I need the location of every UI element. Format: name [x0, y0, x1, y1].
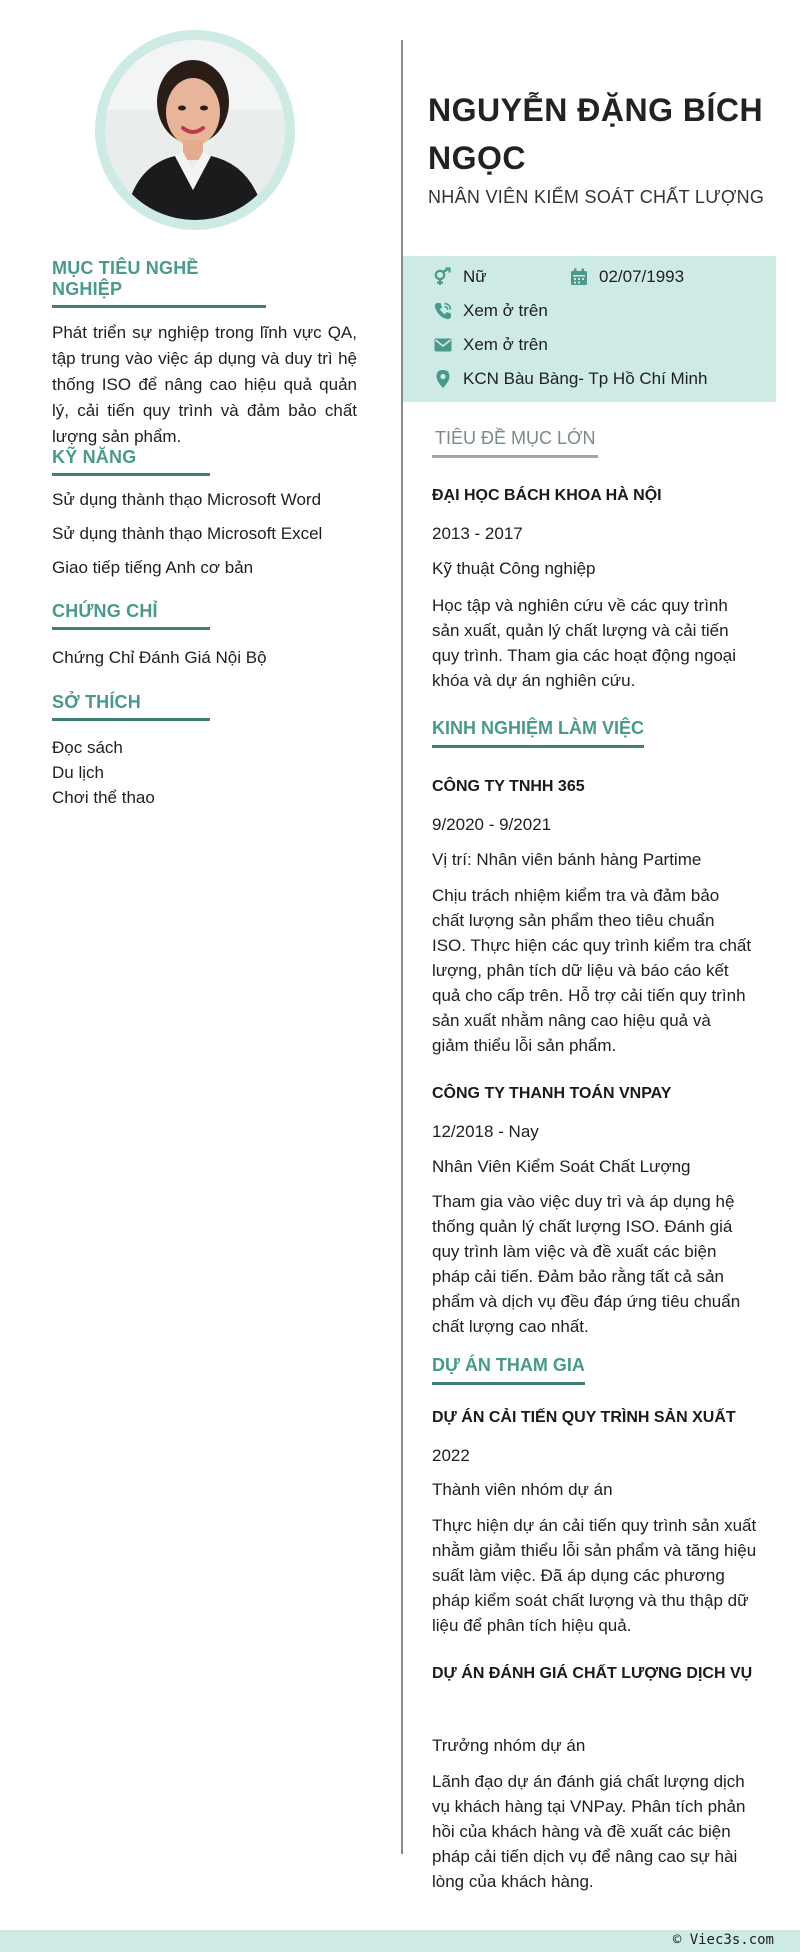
job-company: CÔNG TY THANH TOÁN VNPAY	[432, 1085, 672, 1102]
job-position: Vị trí: Nhân viên bánh hàng Partime	[432, 850, 702, 869]
projects-heading: DỰ ÁN THAM GIA	[432, 1355, 585, 1385]
project-role: Thành viên nhóm dự án	[432, 1480, 613, 1499]
calendar-icon	[569, 267, 589, 287]
hobbies-heading: SỞ THÍCH	[52, 692, 210, 721]
education-major: Kỹ thuật Công nghiệp	[432, 559, 596, 578]
hobby-item: Đọc sách	[52, 738, 123, 757]
project-description: Lãnh đạo dự án đánh giá chất lượng dịch vụ khách hàng tại VNPay. Phân tích phản hồi của khách hàng và đề xuất các biện pháp cải tiến dịch vụ để nâng cao sự hài lòng của khách hàng.	[432, 1772, 746, 1891]
project-role: Trưởng nhóm dự án	[432, 1736, 586, 1755]
contact-email	[433, 335, 548, 355]
skill-item: Giao tiếp tiếng Anh cơ bản	[52, 558, 254, 577]
footer-credit[interactable]: © Viec3s.com	[672, 1932, 774, 1948]
email-icon	[433, 335, 453, 355]
phone-icon	[433, 301, 453, 321]
contact-panel	[403, 256, 776, 402]
hobby-item: Chơi thể thao	[52, 788, 155, 807]
job-period: 12/2018 - Nay	[432, 1122, 539, 1141]
avatar-photo	[105, 40, 285, 220]
education-description: Học tập và nghiên cứu về các quy trình sản xuất, quản lý chất lượng và cải tiến quy trình. Tham gia các hoạt động ngoại khóa và dự án nghiên cứu.	[432, 596, 736, 690]
certificates-heading: CHỨNG CHỈ	[52, 601, 210, 630]
job-period: 9/2020 - 9/2021	[432, 815, 552, 834]
phone-value[interactable]: Xem ở trên	[463, 301, 548, 320]
avatar-ring	[95, 30, 295, 230]
skill-item: Sử dụng thành thạo Microsoft Excel	[52, 524, 323, 543]
objective-heading: MỤC TIÊU NGHỀ NGHIỆP	[52, 258, 266, 308]
hobbies-section	[52, 692, 357, 810]
address-value: KCN Bàu Bàng- Tp Hồ Chí Minh	[463, 369, 708, 388]
skills-heading: KỸ NĂNG	[52, 447, 210, 476]
job-company: CÔNG TY TNHH 365	[432, 778, 585, 795]
certificates-section	[52, 601, 357, 668]
contact-gender	[433, 267, 487, 287]
gender-icon	[433, 267, 453, 287]
experience-section	[432, 718, 762, 1336]
skill-item: Sử dụng thành thạo Microsoft Word	[52, 490, 322, 509]
objective-text: Phát triển sự nghiệp trong lĩnh vực QA, tập trung vào việc áp dụng và duy trì hệ thống ISO để nâng cao hiệu quả quản lý, cải tiến quy trình và đảm bảo chất lượng sản phẩm.	[52, 323, 357, 446]
job-description: Tham gia vào việc duy trì và áp dụng hệ thống quản lý chất lượng ISO. Đánh giá quy trình làm việc và đề xuất các biện pháp cải tiến. Đảm bảo rằng tất cả sản phẩm và dịch vụ đều đáp ứng tiêu chuẩn chất lượng cao nhất.	[432, 1192, 741, 1336]
contact-address	[433, 369, 707, 389]
footer-bar	[0, 1930, 800, 1952]
skills-section	[52, 447, 357, 578]
education-period: 2013 - 2017	[432, 524, 523, 543]
contact-birthday	[569, 267, 684, 287]
education-heading: TIÊU ĐỀ MỤC LỚN	[432, 428, 598, 458]
job-title: NHÂN VIÊN KIỂM SOÁT CHẤT LƯỢNG	[428, 187, 765, 207]
certificate-item: Chứng Chỉ Đánh Giá Nội Bộ	[52, 648, 267, 667]
contact-phone	[433, 301, 548, 321]
job-description: Chịu trách nhiệm kiểm tra và đảm bảo chất lượng sản phẩm theo tiêu chuẩn ISO. Thực hiện các quy trình kiểm tra chất lượng, phân tích dữ liệu và báo cáo kết quả cho cấp trên. Hỗ trợ cải tiến quy trình sản xuất nhằm nâng cao hiệu quả và giảm thiểu lỗi sản phẩm.	[432, 886, 752, 1055]
gender-value: Nữ	[463, 267, 487, 286]
project-name: DỰ ÁN CẢI TIẾN QUY TRÌNH SẢN XUẤT	[432, 1409, 736, 1426]
projects-section	[432, 1355, 762, 1891]
email-value[interactable]: Xem ở trên	[463, 335, 548, 354]
objective-section	[52, 258, 357, 450]
birthday-value: 02/07/1993	[599, 267, 685, 286]
education-section	[432, 428, 762, 690]
project-name: DỰ ÁN ĐÁNH GIÁ CHẤT LƯỢNG DỊCH VỤ	[432, 1665, 753, 1682]
project-description: Thực hiện dự án cải tiến quy trình sản xuất nhằm giảm thiểu lỗi sản phẩm và tăng hiệu suất làm việc. Đã áp dụng các phương pháp kiểm soát chất lượng và thu thập dữ liệu để phân tích hiệu quả.	[432, 1516, 757, 1635]
candidate-name: NGUYỄN ĐẶNG BÍCH NGỌC	[428, 92, 764, 176]
hobby-item: Du lịch	[52, 763, 104, 782]
location-icon	[433, 369, 453, 389]
school-name: ĐẠI HỌC BÁCH KHOA HÀ NỘI	[432, 487, 662, 504]
avatar	[105, 40, 285, 220]
experience-heading: KINH NGHIỆM LÀM VIỆC	[432, 718, 644, 748]
job-position: Nhân Viên Kiểm Soát Chất Lượng	[432, 1157, 691, 1176]
project-year: 2022	[432, 1446, 470, 1465]
